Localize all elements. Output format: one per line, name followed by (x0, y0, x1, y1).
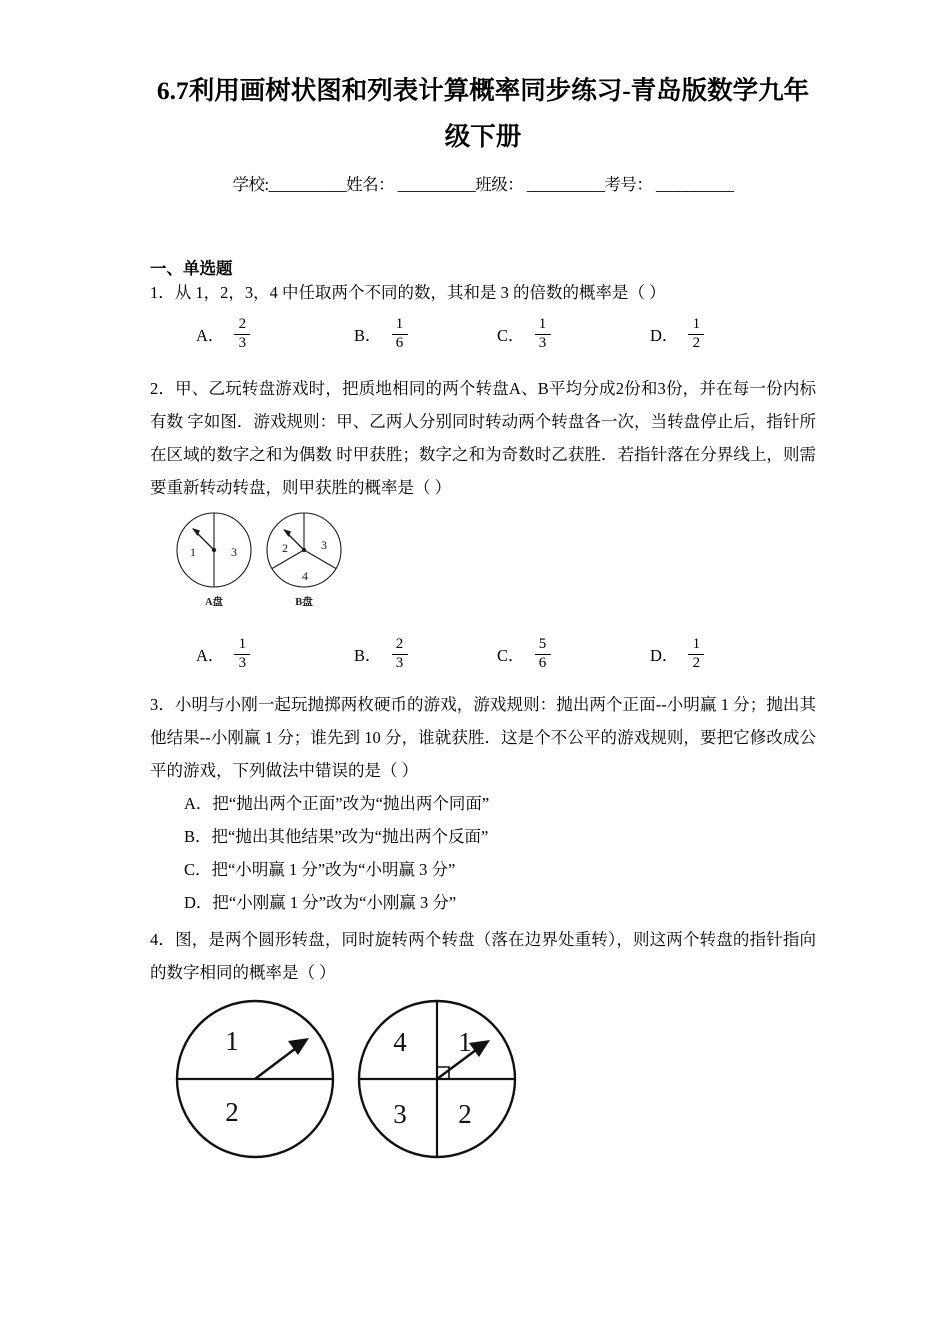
spinner-right-section-1: 1 (458, 1027, 472, 1057)
question-4 (150, 923, 816, 989)
question-2-option-c-fraction (535, 637, 551, 672)
student-identity-line (150, 174, 816, 196)
question-4-spinners-svg (160, 997, 550, 1177)
question-1-option-c-fraction (535, 317, 551, 352)
spinner-left-section-1: 1 (225, 1026, 239, 1056)
question-4-number: 4． (150, 930, 176, 949)
numerator: 1 (692, 315, 701, 332)
question-1-option-c[interactable] (497, 310, 551, 358)
question-2-option-d-label: D． (650, 646, 679, 665)
question-2-option-d-fraction (688, 637, 704, 672)
question-2-option-c[interactable] (497, 630, 551, 678)
spinner-a-icon (177, 513, 251, 587)
spinner-left-section-2: 2 (225, 1097, 239, 1127)
denominator: 2 (692, 654, 701, 671)
page-title (150, 0, 816, 160)
question-2-option-b-fraction (392, 637, 408, 672)
question-1-number: 1． (150, 283, 175, 302)
spinner-b-section-1: 2 (282, 541, 288, 555)
spinner-a-section-2: 3 (231, 545, 237, 559)
identity-fields: 学校:__________姓名： __________班级： __________考号： __________ (232, 175, 734, 194)
spinner-right-section-3: 3 (393, 1099, 407, 1129)
question-3-option-c[interactable]: C．把“小明赢 1 分”改为“小明赢 3 分” (184, 860, 456, 879)
question-1-text: 从 1，2，3，4 中任取两个不同的数，其和是 3 的倍数的概率是（ ） (174, 283, 666, 302)
question-2-figure (164, 508, 816, 616)
question-2-spinners-svg (164, 508, 384, 612)
question-1-option-a-fraction (234, 317, 250, 352)
question-2-option-a-label: A． (196, 646, 225, 665)
numerator: 1 (395, 315, 404, 332)
denominator: 3 (238, 334, 247, 351)
denominator: 2 (692, 334, 701, 351)
section-heading-multiple-choice: 一、单选题 (150, 259, 233, 278)
question-2-text: 甲、乙玩转盘游戏时，把质地相同的两个转盘A、B平均分成2份和3份，并在每一份内标有数 字如图．游戏规则：甲、乙两人分别同时转动两个转盘各一次，当转盘停止后，指针所在区域的数字之和为偶数 时甲获胜；数字之和为奇数时乙获胜．若指针落在分界线上，则需要重新转动转盘，则甲获胜的概率是（ ） (150, 379, 817, 497)
question-3-option-b[interactable]: B．把“抛出其他结果”改为“抛出两个反面” (184, 827, 489, 846)
spinner-b-section-2: 3 (321, 538, 327, 552)
spinner-a-section-1: 1 (190, 545, 196, 559)
spinner-left-icon (177, 1001, 333, 1157)
question-3-text: 小明与小刚一起玩抛掷两枚硬币的游戏，游戏规则：抛出两个正面--小明赢 1 分；抛出其他结果--小刚赢 1 分；谁先到 10 分，谁就获胜．这是个不公平的游戏规则，要把它修改成公平的游戏，下列做法中错误的是（ ） (150, 695, 817, 780)
page-title-line-1: 6.7利用画树状图和列表计算概率同步练习-青岛版数学九年 (156, 76, 810, 105)
question-3 (150, 688, 816, 787)
numerator: 2 (238, 315, 247, 332)
numerator: 1 (238, 635, 247, 652)
numerator: 5 (538, 635, 547, 652)
numerator: 1 (538, 315, 547, 332)
question-1-option-b[interactable] (354, 310, 408, 358)
denominator: 3 (238, 654, 247, 671)
question-3-option-d[interactable]: D．把“小刚赢 1 分”改为“小刚赢 3 分” (184, 893, 457, 912)
question-3-number: 3． (150, 695, 175, 714)
question-1-option-a-label: A． (196, 326, 225, 345)
spinner-b-section-3: 4 (302, 569, 308, 583)
question-1-option-a[interactable] (196, 310, 250, 358)
spinner-a-caption: A盘 (204, 597, 224, 608)
page-content (150, 0, 816, 1187)
question-4-figure (160, 997, 816, 1187)
spinner-b-icon (267, 513, 341, 587)
spinner-b-caption: B盘 (295, 597, 313, 608)
numerator: 1 (692, 635, 701, 652)
question-2-option-a[interactable] (196, 630, 250, 678)
question-1-option-d-label: D． (650, 326, 679, 345)
denominator: 3 (395, 654, 404, 671)
numerator: 2 (395, 635, 404, 652)
question-1-option-c-label: C． (497, 326, 525, 345)
question-2-number: 2． (150, 379, 176, 398)
question-1-option-d-fraction (688, 317, 704, 352)
question-1-options (150, 310, 816, 358)
question-3-option-a[interactable]: A．把“抛出两个正面”改为“抛出两个同面” (184, 794, 490, 813)
page-title-line-2: 级下册 (444, 122, 522, 151)
question-4-text: 图，是两个圆形转盘，同时旋转两个转盘（落在边界处重转），则这两个转盘的指针指向的数字相同的概率是（ ） (150, 930, 817, 982)
question-2-option-c-label: C． (497, 646, 525, 665)
question-1-option-b-label: B． (354, 326, 382, 345)
question-2-option-a-fraction (234, 637, 250, 672)
question-2-options (150, 630, 816, 678)
question-2-option-d[interactable] (650, 630, 704, 678)
question-1 (150, 282, 816, 304)
denominator: 6 (538, 654, 547, 671)
spinner-right-section-2: 2 (458, 1099, 472, 1129)
denominator: 6 (395, 334, 404, 351)
question-1-option-b-fraction (392, 317, 408, 352)
spinner-right-icon (359, 1001, 515, 1157)
question-2-option-b[interactable] (354, 630, 408, 678)
spinner-right-section-4: 4 (393, 1027, 407, 1057)
question-2-option-b-label: B． (354, 646, 382, 665)
denominator: 3 (538, 334, 547, 351)
question-1-option-d[interactable] (650, 310, 704, 358)
question-2 (150, 372, 816, 504)
